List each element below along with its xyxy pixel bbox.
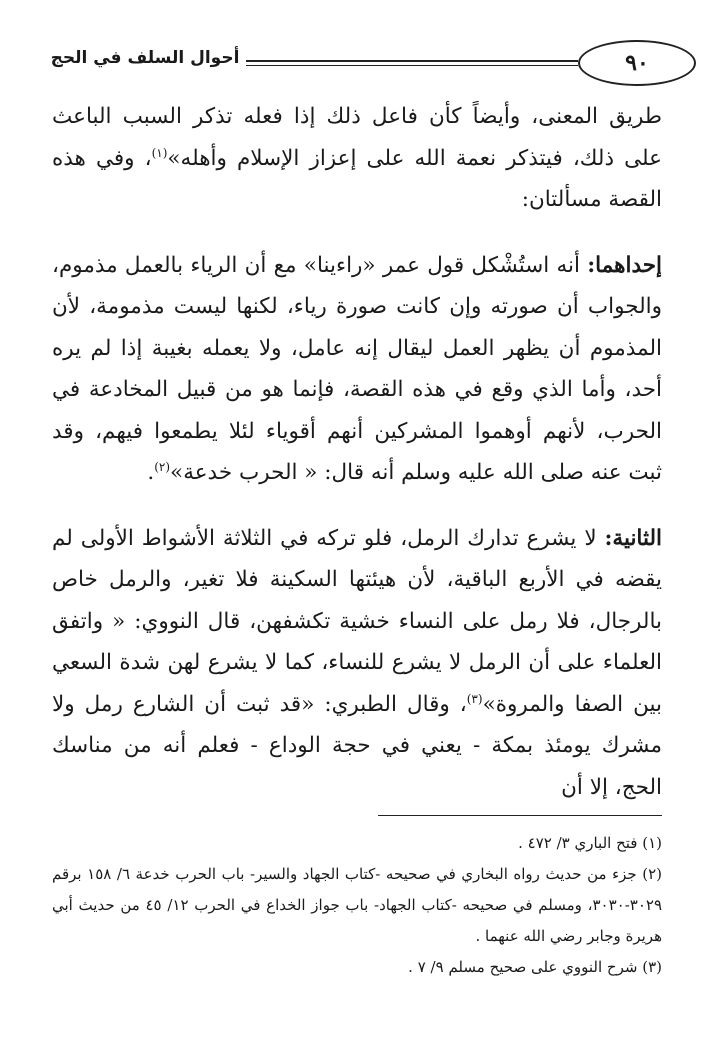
footnote-2: (٢) جزء من حديث رواه البخاري في صحيحه -كتاب الجهاد والسير- باب الحرب خدعة ٦/ ١٥٨ برقم ٣٠٢٩-٣٠٣٠، ومسلم في صحيحه -كتاب الجهاد- باب جواز الخداع في الحرب ١٢/ ٤٥ من حديث أبي هريرة وجابر رضي الله عنهما . [52, 865, 663, 945]
paragraph-1-text: طريق المعنى، وأيضاً كأن فاعل ذلك إذا فعله تذكر السبب الباعث على ذلك، فيتذكر نعمة الله على إعزاز الإسلام وأهله» [52, 104, 662, 171]
book-title: أحوال السلف في الحج [50, 48, 240, 68]
paragraph-2-text: أنه استُشْكل قول عمر «راءينا» مع أن الرياء بالعمل مذموم، والجواب أن صورته وإن كانت صورة رياء، لكنها ليست مذمومة، لأن المذموم أن يظهر العمل ليقال إنه عامل، ولا يعمله بغيبة إذا لم يره أحد، وأما الذي وقع في هذه القصة، فإنما هو من قبيل المخادعة في الحرب، لأنهم أوهموا المشركين أنهم أقوياء لئلا يطمعوا فيهم، وقد ثبت عنه صلى الله عليه وسلم أنه قال: « الحرب خدعة» [52, 252, 662, 485]
footnote-ref-3: (٣) [466, 691, 483, 706]
footnote-divider [378, 815, 662, 816]
footnote-ref-1: (١) [151, 145, 168, 160]
paragraph-3-text-cont: ، وقال الطبري: «قد ثبت أن الشارع رمل ولا مشرك يومئذ بمكة - يعني في حجة الوداع - فعلم أنه من مناسك الحج، إلا أن [52, 691, 662, 800]
footnote-1: (١) فتح الباري ٣/ ٤٧٢ . [518, 834, 662, 852]
footnote-3: (٣) شرح النووي على صحيح مسلم ٩/ ٧ . [408, 958, 662, 976]
paragraph-1 [52, 96, 662, 221]
header-rule [246, 60, 578, 62]
paragraph-2-tail: . [147, 460, 155, 485]
page-header [50, 40, 660, 90]
paragraph-3-lead: الثانية: [604, 525, 662, 551]
paragraph-2 [52, 245, 662, 494]
paragraph-3-text: لا يشرع تدارك الرمل، فلو تركه في الثلاثة الأشواط الأولى لم يقضه في الأربع الباقية، لأن هيئتها السكينة فلا تغير، والرمل خاص بالرجال، فلا رمل على النساء خشية تكشفهن، قال النووي: « واتفق العلماء على أن الرمل لا يشرع للنساء، كما لا يشرع لهن شدة السعي بين الصفا والمروة» [52, 525, 662, 717]
footnotes [52, 828, 662, 983]
paragraph-1-tail: ، وفي هذه القصة مسألتان: [52, 145, 662, 212]
page-number: ٩٠ [578, 40, 696, 86]
footnote-ref-2: (٢) [154, 459, 171, 474]
paragraph-2-lead: إحداهما: [587, 252, 662, 278]
header-rule-thin [246, 65, 578, 66]
paragraph-3 [52, 518, 662, 809]
main-text [52, 96, 662, 808]
